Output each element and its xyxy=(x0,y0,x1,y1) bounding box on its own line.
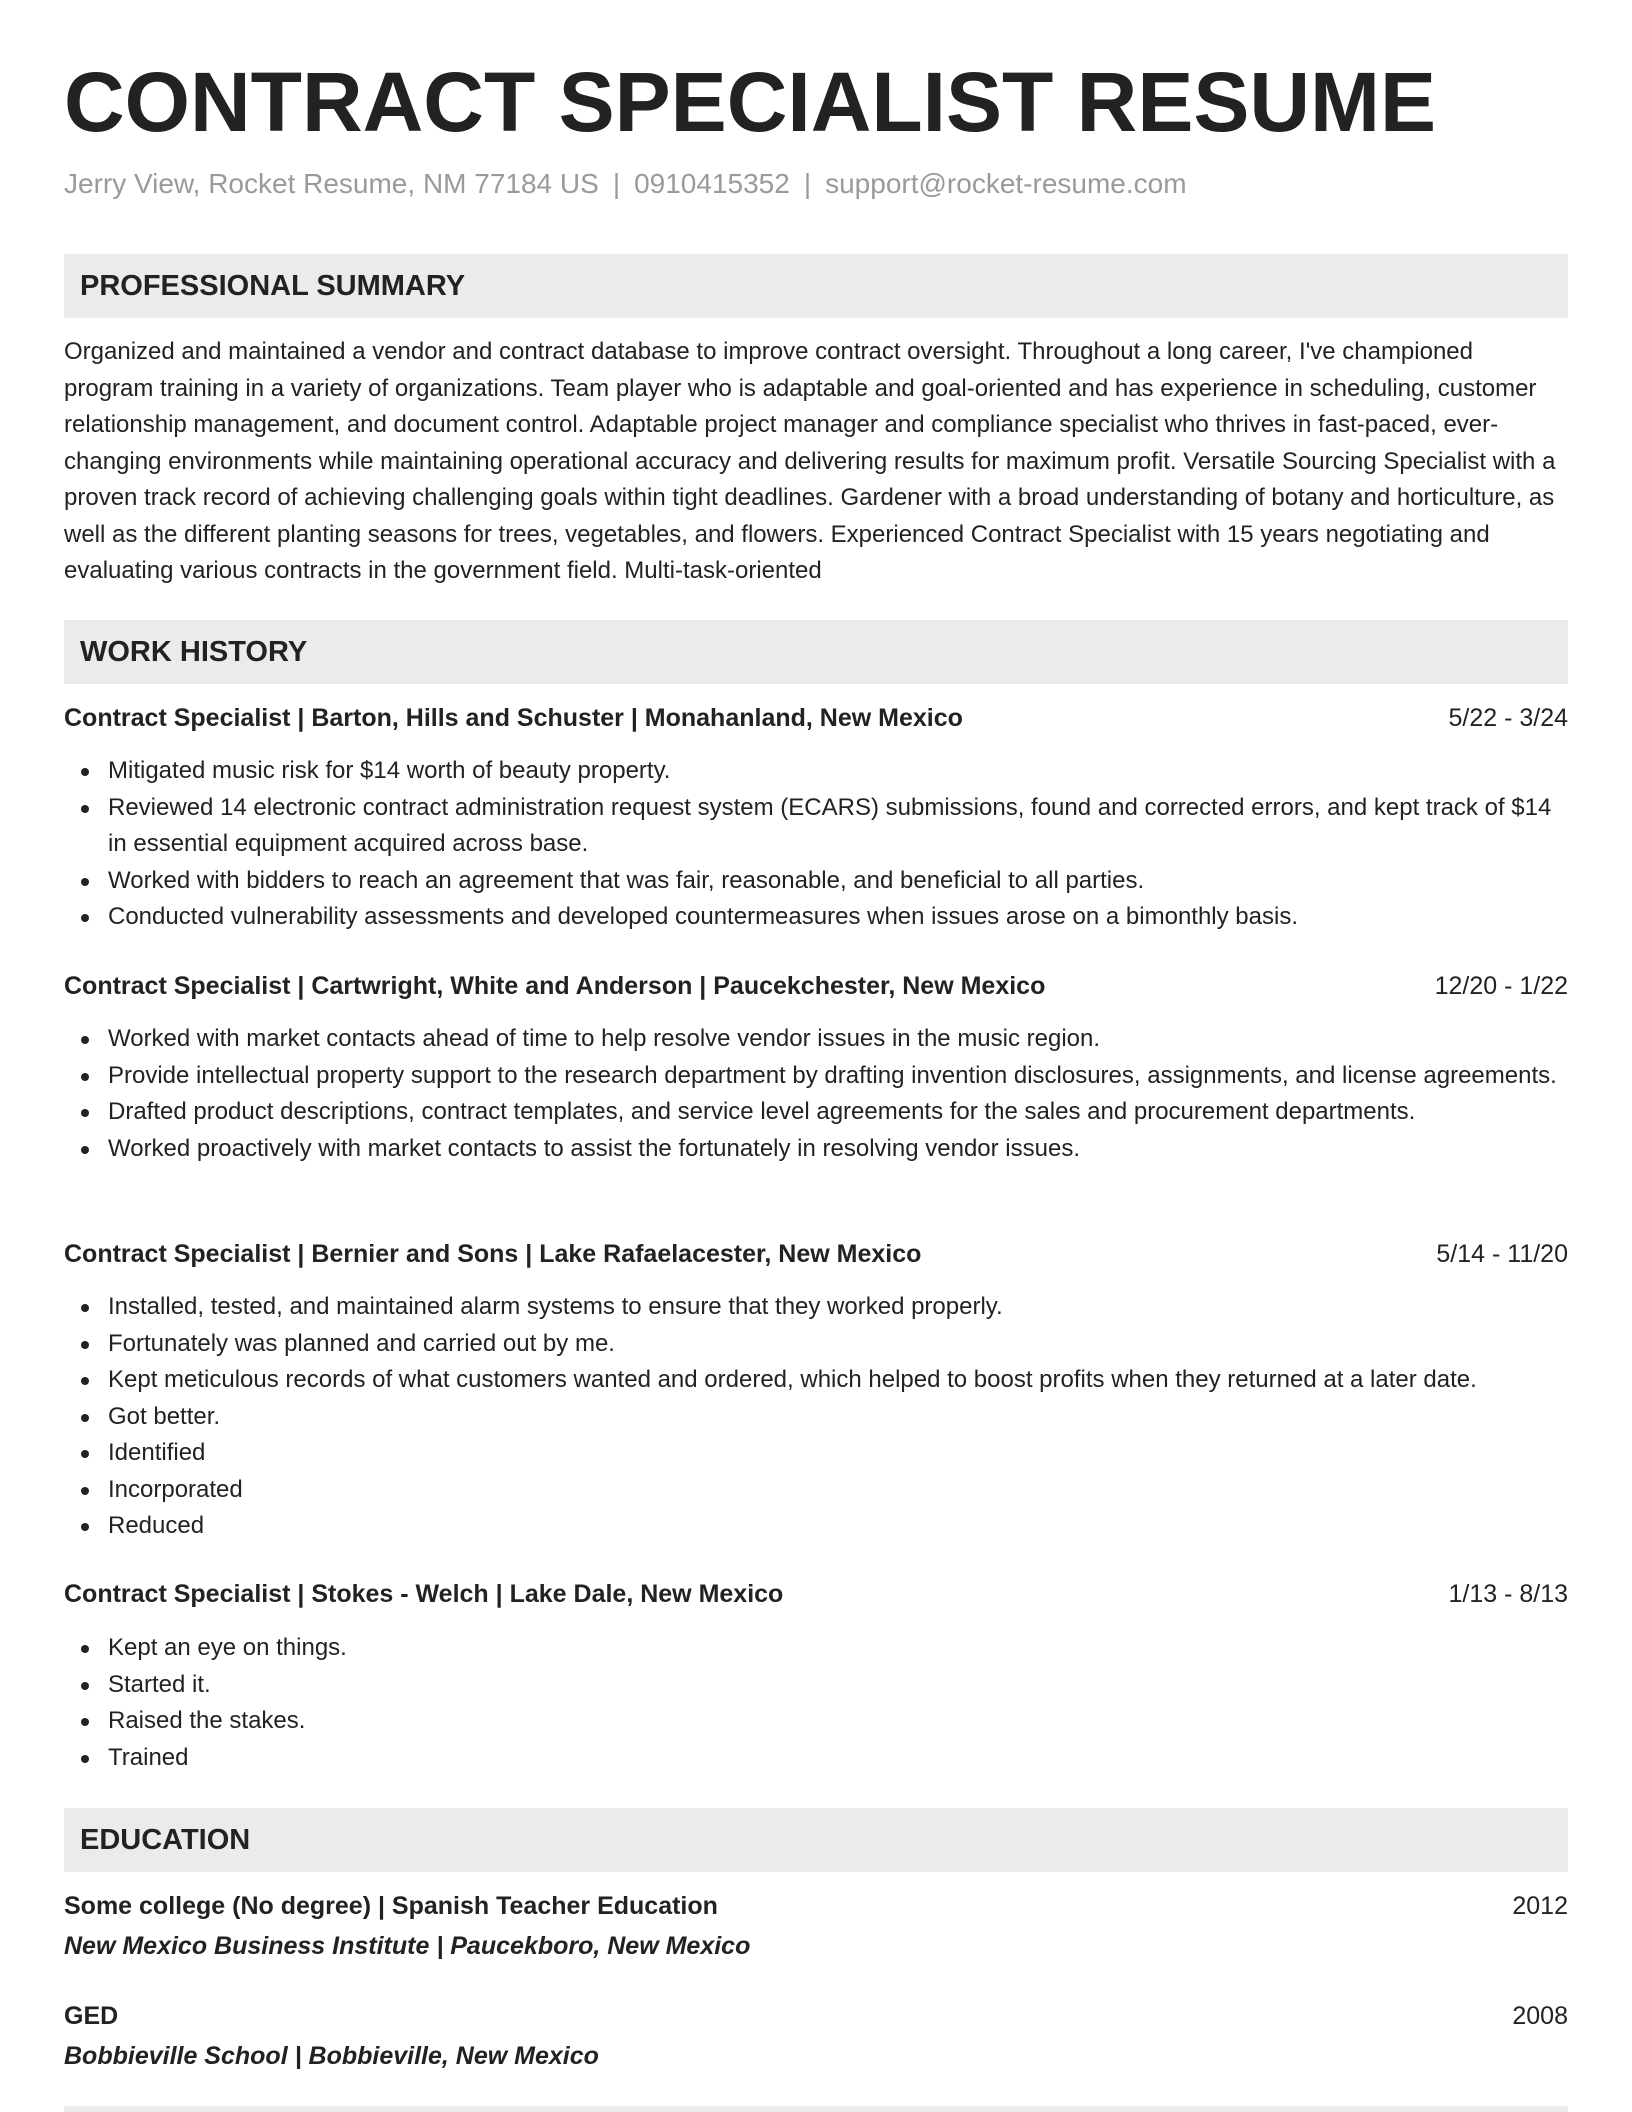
job-bullet: Trained xyxy=(64,1740,1568,1777)
education-school: New Mexico Business Institute | Paucekboro, New Mexico xyxy=(64,1932,751,1960)
contact-line xyxy=(64,164,1187,204)
education-school: Bobbieville School | Bobbieville, New Mexico xyxy=(64,2042,599,2070)
education-year: 2008 xyxy=(1512,2002,1568,2030)
page-title: CONTRACT SPECIALIST RESUME xyxy=(64,55,1437,149)
job-title: Contract Specialist | Stokes - Welch | Lake Dale, New Mexico xyxy=(64,1580,784,1608)
job-bullet: Worked with bidders to reach an agreement that was fair, reasonable, and beneficial to all parties. xyxy=(64,863,1568,900)
education-entry xyxy=(64,1886,1568,1966)
summary-section-header xyxy=(64,254,1568,318)
job-bullet: Identified xyxy=(64,1435,1568,1472)
education-entry xyxy=(64,1996,1568,2076)
job-title: Contract Specialist | Barton, Hills and Schuster | Monahanland, New Mexico xyxy=(64,704,963,732)
section-divider xyxy=(64,2106,1568,2112)
job-bullets xyxy=(64,753,1568,936)
summary-heading: PROFESSIONAL SUMMARY xyxy=(80,270,466,302)
education-degree: Some college (No degree) | Spanish Teacher Education xyxy=(64,1892,718,1920)
job-bullet: Worked with market contacts ahead of time to help resolve vendor issues in the music region. xyxy=(64,1021,1568,1058)
contact-address: Jerry View, Rocket Resume, NM 77184 US xyxy=(64,168,599,199)
job-header xyxy=(64,968,1568,1004)
education-section-header xyxy=(64,1808,1568,1872)
work-section-header xyxy=(64,620,1568,684)
job-bullet: Raised the stakes. xyxy=(64,1703,1568,1740)
education-degree: GED xyxy=(64,2002,119,2030)
job-title: Contract Specialist | Cartwright, White and Anderson | Paucekchester, New Mexico xyxy=(64,972,1046,1000)
job-bullet: Incorporated xyxy=(64,1472,1568,1509)
job-bullets xyxy=(64,1021,1568,1167)
contact-separator: | xyxy=(803,168,812,199)
job-bullet: Drafted product descriptions, contract templates, and service level agreements for the sales and procurement departments. xyxy=(64,1094,1568,1131)
job-header xyxy=(64,1576,1568,1612)
summary-text: Organized and maintained a vendor and contract database to improve contract oversight. Throughout a long career, I've championed program training in a variety of organizations. Team player who is adaptable and goal-oriented and has experience in scheduling, customer relationship management, and document control. Adaptable project manager and compliance specialist who thrives in fast-paced, ever-changing environments while maintaining operational accuracy and delivering results for maximum profit. Versatile Sourcing Specialist with a proven track record of achieving challenging goals within tight deadlines. Gardener with a broad understanding of botany and horticulture, as well as the different planting seasons for trees, vegetables, and flowers. Experienced Contract Specialist with 15 years negotiating and evaluating various contracts in the government field. Multi-task-oriented xyxy=(64,338,1556,584)
job-bullet: Installed, tested, and maintained alarm systems to ensure that they worked properly. xyxy=(64,1289,1568,1326)
education-year: 2012 xyxy=(1512,1892,1568,1920)
job-bullet: Reduced xyxy=(64,1508,1568,1545)
contact-separator: | xyxy=(612,168,621,199)
job-bullet: Kept an eye on things. xyxy=(64,1630,1568,1667)
job-header xyxy=(64,700,1568,736)
job-entry xyxy=(64,968,1568,1162)
job-bullet: Fortunately was planned and carried out by me. xyxy=(64,1326,1568,1363)
job-bullet: Kept meticulous records of what customers wanted and ordered, which helped to boost profits when they returned at a later date. xyxy=(64,1362,1568,1399)
job-dates: 12/20 - 1/22 xyxy=(1434,972,1568,1000)
job-bullet: Got better. xyxy=(64,1399,1568,1436)
job-bullet: Worked proactively with market contacts to assist the fortunately in resolving vendor issues. xyxy=(64,1131,1568,1168)
job-entry xyxy=(64,1576,1568,1771)
job-entry xyxy=(64,1236,1568,1539)
job-bullet: Started it. xyxy=(64,1667,1568,1704)
education-header xyxy=(64,1886,1568,1926)
job-dates: 5/14 - 11/20 xyxy=(1436,1240,1568,1268)
contact-phone: 0910415352 xyxy=(634,168,790,199)
job-header xyxy=(64,1236,1568,1272)
job-title: Contract Specialist | Bernier and Sons | Lake Rafaelacester, New Mexico xyxy=(64,1240,922,1268)
job-bullet: Reviewed 14 electronic contract administration request system (ECARS) submissions, found and corrected errors, and kept track of $14 in essential equipment acquired across base. xyxy=(64,790,1568,863)
work-heading: WORK HISTORY xyxy=(80,636,308,668)
job-bullets xyxy=(64,1630,1568,1776)
education-header xyxy=(64,1996,1568,2036)
education-heading: EDUCATION xyxy=(80,1824,251,1856)
job-entry xyxy=(64,700,1568,930)
job-bullet: Provide intellectual property support to the research department by drafting invention disclosures, assignments, and license agreements. xyxy=(64,1058,1568,1095)
job-dates: 1/13 - 8/13 xyxy=(1448,1580,1568,1608)
job-bullet: Mitigated music risk for $14 worth of beauty property. xyxy=(64,753,1568,790)
contact-email: support@rocket-resume.com xyxy=(825,168,1187,199)
job-bullets xyxy=(64,1289,1568,1545)
job-bullet: Conducted vulnerability assessments and developed countermeasures when issues arose on a bimonthly basis. xyxy=(64,899,1568,936)
job-dates: 5/22 - 3/24 xyxy=(1448,704,1568,732)
